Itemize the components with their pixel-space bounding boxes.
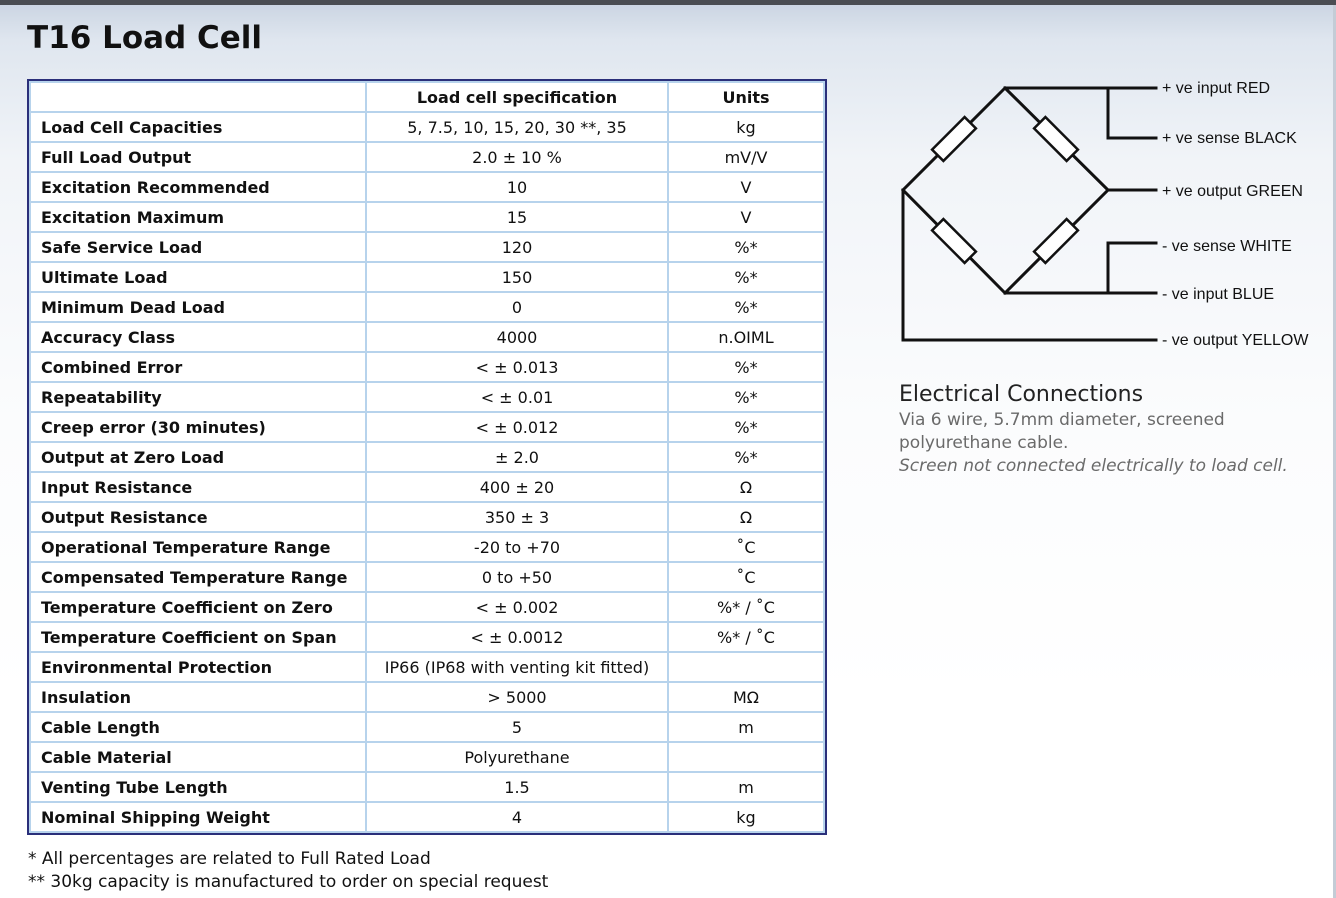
cell-units: %* bbox=[669, 353, 823, 381]
cell-parameter: Full Load Output bbox=[31, 143, 365, 171]
cell-value: ± 2.0 bbox=[367, 443, 667, 471]
cell-value: 0 bbox=[367, 293, 667, 321]
cell-value: < ± 0.01 bbox=[367, 383, 667, 411]
bridge-diamond bbox=[903, 88, 1108, 293]
cell-units: Ω bbox=[669, 503, 823, 531]
cell-units: %* / ˚C bbox=[669, 593, 823, 621]
cell-units: mV/V bbox=[669, 143, 823, 171]
cell-value: 4000 bbox=[367, 323, 667, 351]
footnote-percentages: * All percentages are related to Full Rated Load bbox=[28, 849, 431, 869]
cell-value: > 5000 bbox=[367, 683, 667, 711]
resistor-bottom-left bbox=[932, 219, 976, 263]
electrical-connections bbox=[899, 382, 1329, 478]
table-row bbox=[31, 563, 823, 591]
cell-parameter: Load Cell Capacities bbox=[31, 113, 365, 141]
cell-units: %* / ˚C bbox=[669, 623, 823, 651]
page-title: T16 Load Cell bbox=[27, 20, 263, 56]
spec-table bbox=[27, 79, 827, 835]
cell-value: < ± 0.002 bbox=[367, 593, 667, 621]
table-row bbox=[31, 143, 823, 171]
top-bar bbox=[0, 0, 1336, 5]
table-row bbox=[31, 203, 823, 231]
cell-value: < ± 0.013 bbox=[367, 353, 667, 381]
cell-units: %* bbox=[669, 263, 823, 291]
cell-units: m bbox=[669, 713, 823, 741]
table-row bbox=[31, 623, 823, 651]
table-row bbox=[31, 473, 823, 501]
connections-screen-note: Screen not connected electrically to load cell. bbox=[899, 456, 1288, 476]
header-cell-specification: Load cell specification bbox=[367, 83, 667, 111]
table-row bbox=[31, 293, 823, 321]
label-ve-sense-black: + ve sense BLACK bbox=[1162, 130, 1297, 147]
cell-value: -20 to +70 bbox=[367, 533, 667, 561]
cell-units: %* bbox=[669, 413, 823, 441]
cell-units: %* bbox=[669, 233, 823, 261]
cell-units: Ω bbox=[669, 473, 823, 501]
cell-parameter: Safe Service Load bbox=[31, 233, 365, 261]
table-row bbox=[31, 173, 823, 201]
cell-parameter: Output at Zero Load bbox=[31, 443, 365, 471]
label-ve-output-yellow: - ve output YELLOW bbox=[1162, 332, 1309, 349]
table-row bbox=[31, 773, 823, 801]
connections-title: Electrical Connections bbox=[899, 382, 1144, 407]
cell-parameter: Output Resistance bbox=[31, 503, 365, 531]
spec-table-body bbox=[31, 113, 823, 831]
cell-value: 2.0 ± 10 % bbox=[367, 143, 667, 171]
table-row bbox=[31, 233, 823, 261]
footnotes bbox=[28, 848, 548, 894]
cell-value: 150 bbox=[367, 263, 667, 291]
cell-parameter: Operational Temperature Range bbox=[31, 533, 365, 561]
cell-value: 5 bbox=[367, 713, 667, 741]
cell-value: Polyurethane bbox=[367, 743, 667, 771]
table-row bbox=[31, 113, 823, 141]
resistor-bottom-right bbox=[1034, 219, 1078, 263]
cell-parameter: Compensated Temperature Range bbox=[31, 563, 365, 591]
cell-units: %* bbox=[669, 383, 823, 411]
cell-units: n.OIML bbox=[669, 323, 823, 351]
cell-parameter: Temperature Coefficient on Zero bbox=[31, 593, 365, 621]
cell-parameter: Minimum Dead Load bbox=[31, 293, 365, 321]
cell-parameter: Nominal Shipping Weight bbox=[31, 803, 365, 831]
table-row bbox=[31, 803, 823, 831]
table-row bbox=[31, 533, 823, 561]
cell-parameter: Cable Material bbox=[31, 743, 365, 771]
label-ve-sense-white: - ve sense WHITE bbox=[1162, 238, 1292, 255]
cell-units: %* bbox=[669, 293, 823, 321]
table-row bbox=[31, 503, 823, 531]
cell-parameter: Combined Error bbox=[31, 353, 365, 381]
cell-parameter: Cable Length bbox=[31, 713, 365, 741]
header-cell-units: Units bbox=[669, 83, 823, 111]
cell-parameter: Insulation bbox=[31, 683, 365, 711]
cell-parameter: Excitation Recommended bbox=[31, 173, 365, 201]
cell-value: < ± 0.012 bbox=[367, 413, 667, 441]
label-ve-input-red: + ve input RED bbox=[1162, 80, 1271, 97]
wire-ve-sense-black bbox=[1108, 88, 1156, 138]
table-row bbox=[31, 413, 823, 441]
cell-parameter: Ultimate Load bbox=[31, 263, 365, 291]
cell-units: kg bbox=[669, 803, 823, 831]
table-row bbox=[31, 653, 823, 681]
cell-units: ˚C bbox=[669, 563, 823, 591]
cell-parameter: Venting Tube Length bbox=[31, 773, 365, 801]
connections-desc-line1: Via 6 wire, 5.7mm diameter, screened bbox=[899, 410, 1225, 430]
table-row bbox=[31, 263, 823, 291]
cell-units: V bbox=[669, 203, 823, 231]
table-row bbox=[31, 353, 823, 381]
cell-parameter: Input Resistance bbox=[31, 473, 365, 501]
cell-value: 400 ± 20 bbox=[367, 473, 667, 501]
cell-value: 1.5 bbox=[367, 773, 667, 801]
cell-units bbox=[669, 743, 823, 771]
cell-units: %* bbox=[669, 443, 823, 471]
cell-units: MΩ bbox=[669, 683, 823, 711]
cell-value: 5, 7.5, 10, 15, 20, 30 **, 35 bbox=[367, 113, 667, 141]
cell-value: < ± 0.0012 bbox=[367, 623, 667, 651]
label-ve-output-green: + ve output GREEN bbox=[1162, 183, 1303, 200]
table-row bbox=[31, 713, 823, 741]
cell-parameter: Excitation Maximum bbox=[31, 203, 365, 231]
table-row bbox=[31, 443, 823, 471]
table-row bbox=[31, 683, 823, 711]
resistor-top-right bbox=[1034, 117, 1078, 161]
cell-value: 350 ± 3 bbox=[367, 503, 667, 531]
cell-value: 10 bbox=[367, 173, 667, 201]
cell-parameter: Creep error (30 minutes) bbox=[31, 413, 365, 441]
cell-units: V bbox=[669, 173, 823, 201]
cell-units bbox=[669, 653, 823, 681]
table-row bbox=[31, 323, 823, 351]
connections-desc-line2: polyurethane cable. bbox=[899, 433, 1069, 453]
resistor-top-left bbox=[932, 117, 976, 161]
wiring-diagram bbox=[880, 70, 1330, 360]
cell-parameter: Accuracy Class bbox=[31, 323, 365, 351]
cell-units: kg bbox=[669, 113, 823, 141]
cell-units: m bbox=[669, 773, 823, 801]
label-ve-input-blue: - ve input BLUE bbox=[1162, 286, 1275, 303]
table-row bbox=[31, 383, 823, 411]
cell-value: 120 bbox=[367, 233, 667, 261]
cell-value: 15 bbox=[367, 203, 667, 231]
cell-parameter: Repeatability bbox=[31, 383, 365, 411]
cell-value: 4 bbox=[367, 803, 667, 831]
header-cell-parameter bbox=[31, 83, 365, 111]
wire-ve-sense-white bbox=[1108, 243, 1156, 293]
cell-value: IP66 (IP68 with venting kit fitted) bbox=[367, 653, 667, 681]
wire-ve-output-yellow bbox=[903, 190, 1156, 340]
table-row bbox=[31, 593, 823, 621]
cell-parameter: Temperature Coefficient on Span bbox=[31, 623, 365, 651]
cell-parameter: Environmental Protection bbox=[31, 653, 365, 681]
cell-units: ˚C bbox=[669, 533, 823, 561]
table-row bbox=[31, 743, 823, 771]
table-header-row bbox=[31, 83, 823, 111]
footnote-30kg: ** 30kg capacity is manufactured to order on special request bbox=[28, 872, 549, 892]
cell-value: 0 to +50 bbox=[367, 563, 667, 591]
